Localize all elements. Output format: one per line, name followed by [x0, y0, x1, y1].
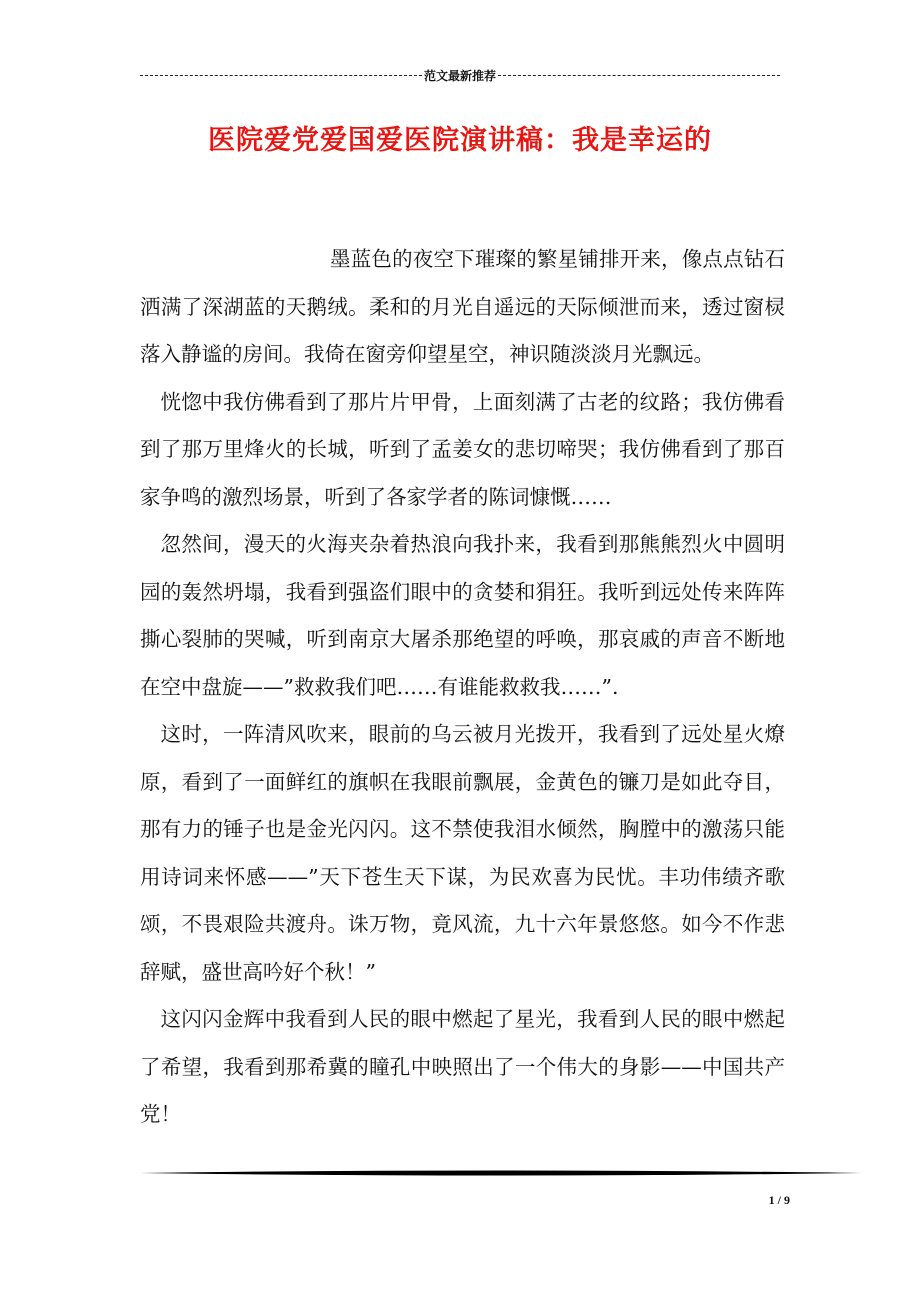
- document-title: 医院爱党爱国爱医院演讲稿：我是幸运的: [208, 125, 712, 156]
- document-body: [140, 236, 785, 1139]
- paragraph-5: 这闪闪金辉中我看到人民的眼中燃起了星光，我看到人民的眼中燃起了希望，我看到那希冀的瞳孔中映照出了一个伟大的身影——中国共产党！: [140, 1007, 785, 1126]
- header-label: 范文最新推荐: [424, 68, 497, 83]
- page-header: [140, 64, 780, 86]
- paragraph-1: 墨蓝色的夜空下璀璨的繁星铺排开来，像点点钻石洒满了深湖蓝的天鹅绒。柔和的月光自遥远的天际倾泄而来，透过窗棂落入静谧的房间。我倚在窗旁仰望星空，神识随淡淡月光飘远。: [140, 247, 785, 366]
- paragraph-4: 这时，一阵清风吹来，眼前的乌云被月光拨开，我看到了远处星火燎原，看到了一面鲜红的旗帜在我眼前飘展，金黄色的镰刀是如此夺目，那有力的锤子也是金光闪闪。这不禁使我泪水倾然，胸膛中的激荡只能用诗词来怀感——”天下苍生天下谋，为民欢喜为民忧。丰功伟绩齐歌颂，不畏艰险共渡舟。诛万物，竟风流，九十六年景悠悠。如今不作悲辞赋，盛世高吟好个秋！”: [140, 722, 785, 984]
- page-number: 1 / 9: [768, 1193, 790, 1207]
- header-dash-right: [498, 75, 780, 76]
- footer-rule: [140, 1168, 862, 1178]
- paragraph-2: 恍惚中我仿佛看到了那片片甲骨，上面刻满了古老的纹路；我仿佛看到了那万里烽火的长城，听到了孟姜女的悲切啼哭；我仿佛看到了那百家争鸣的激烈场景，听到了各家学者的陈词慷慨……: [140, 389, 785, 509]
- paragraph-3: 忽然间，漫天的火海夹杂着热浪向我扑来，我看到那熊熊烈火中圆明园的轰然坍塌，我看到强盗们眼中的贪婪和狷狂。我听到远处传来阵阵撕心裂肺的哭喊，听到南京大屠杀那绝望的呼唤，那哀戚的声音不断地在空中盘旋——”救救我们吧……有谁能救救我……”.: [140, 532, 785, 699]
- header-dash-left: [140, 75, 422, 76]
